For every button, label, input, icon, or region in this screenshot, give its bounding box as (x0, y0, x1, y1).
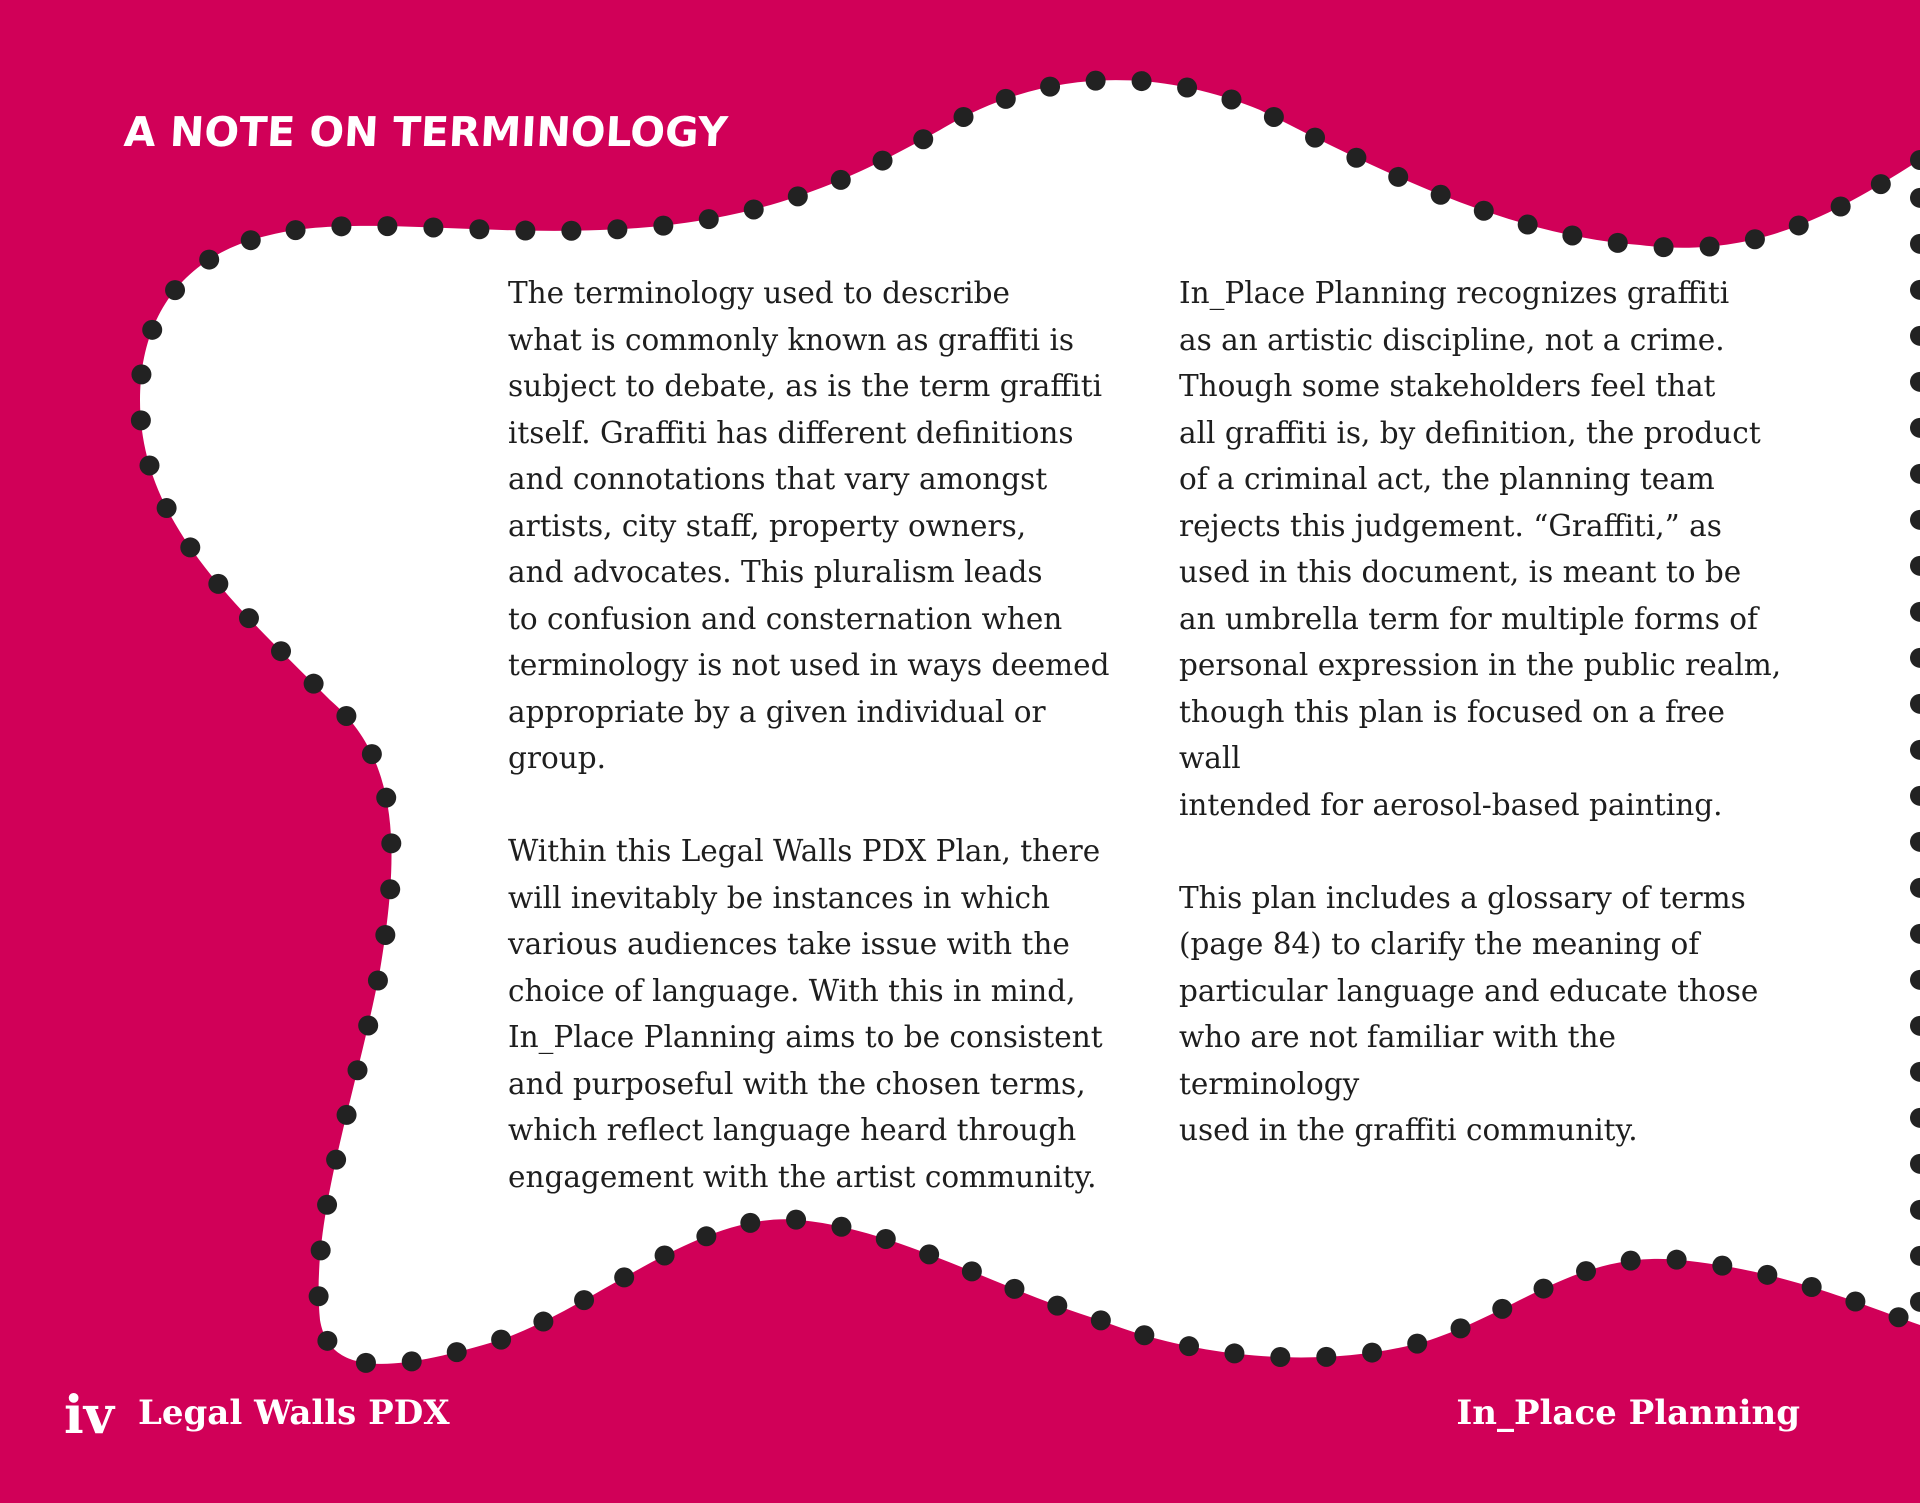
left-column (508, 270, 1118, 1247)
right-paragraph-2: This plan includes a glossary of terms (page 84) to clarify the meaning of particular language and educate those who are not familiar with the terminology used in the graffiti community. (1179, 880, 1759, 1147)
right-column (1179, 270, 1789, 1200)
left-paragraph-1: The terminology used to describe what is commonly known as graffiti is subject to debate, as is the term graffiti itself. Graffiti has different definitions and connotations that vary amongst artists, city staff, property owners, and advocates. This pluralism leads to confusion and consternation when terminology is not used in ways deemed appropriate by a given individual or group. (508, 276, 1110, 775)
organization-name: In_Place Planning (1456, 1393, 1800, 1433)
document-title: Legal Walls PDX (138, 1393, 450, 1433)
left-paragraph-2: Within this Legal Walls PDX Plan, there will inevitably be instances in which various audiences take issue with the choice of language. With this in mind, In_Place Planning aims to be consistent and purposeful with the chosen terms, which reflect language heard through engagement with the artist community. (508, 834, 1103, 1194)
page-heading: A NOTE ON TERMINOLOGY (122, 108, 729, 156)
right-paragraph-1: In_Place Planning recognizes graffiti as an artistic discipline, not a crime. Though some stakeholders feel that all graffiti is, by definition, the product of a criminal act, the planning team rejects this judgement. “Graffiti,” as used in this document, is meant to be an umbrella term for multiple forms of personal expression in the public realm, though this plan is focused on a free wall intended for aerosol-based painting. (1179, 276, 1782, 822)
page-number: iv (64, 1385, 114, 1446)
